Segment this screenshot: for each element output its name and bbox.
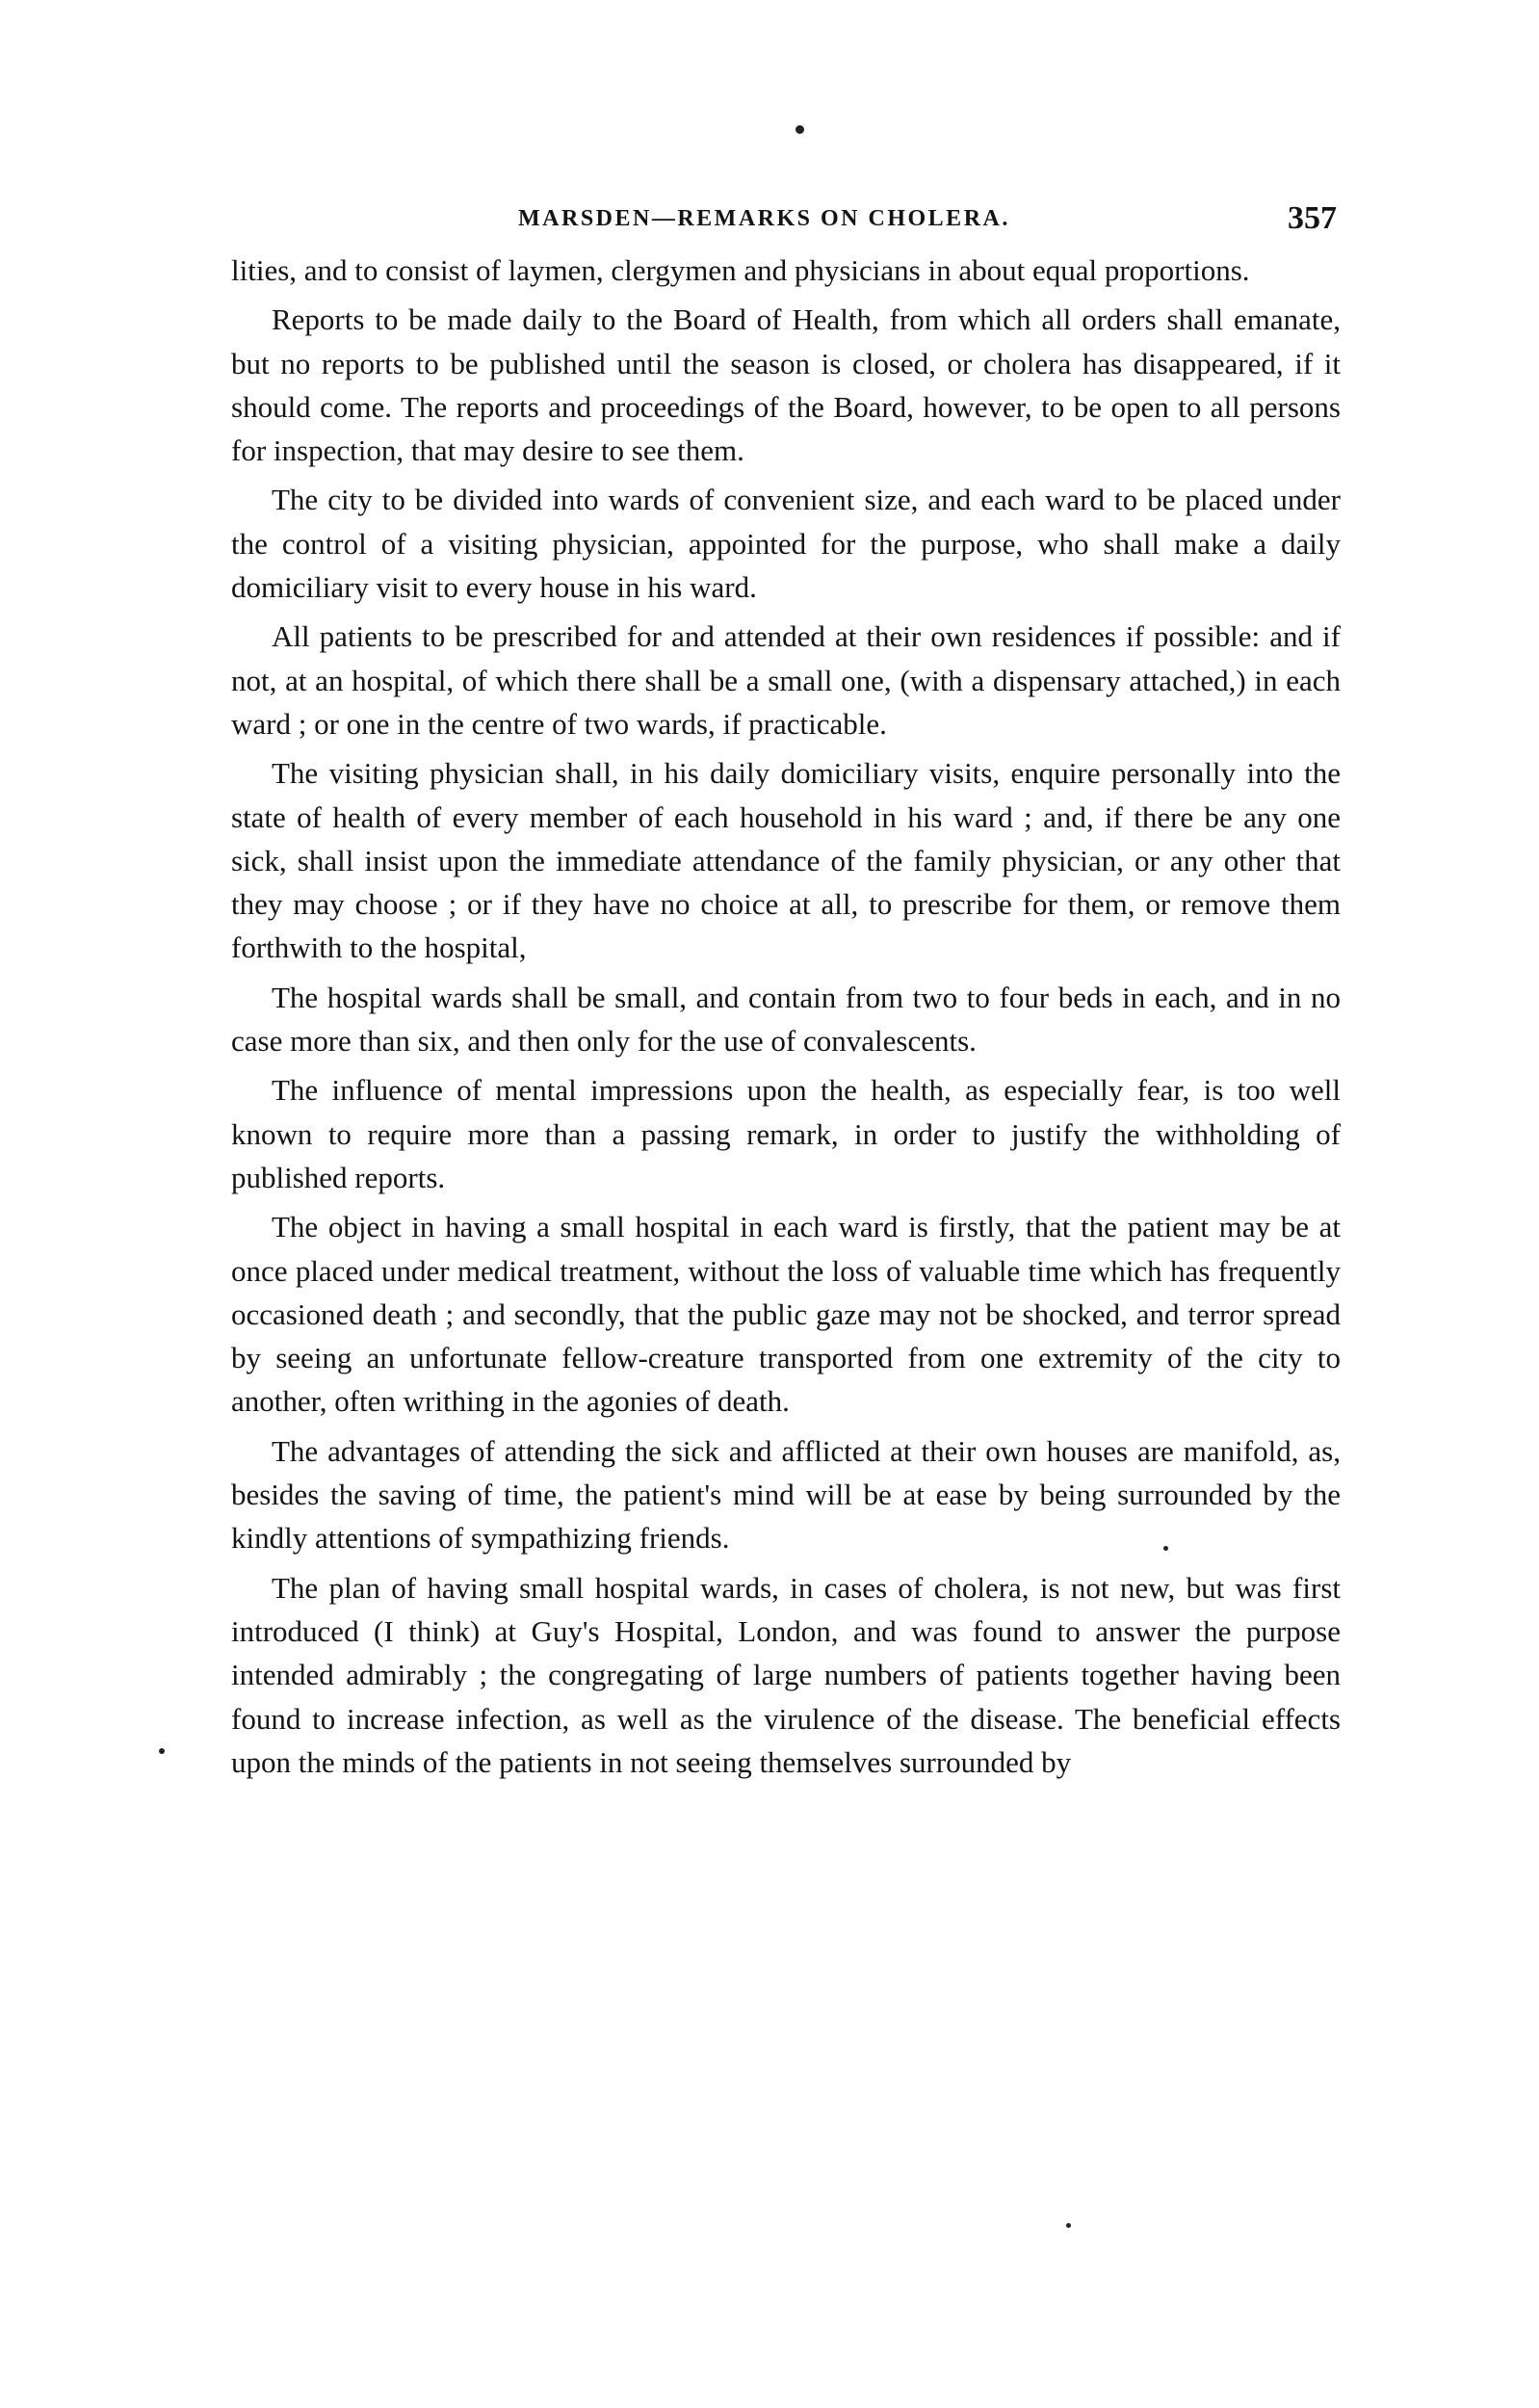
ink-speck <box>159 1748 165 1754</box>
ink-speck <box>796 125 804 134</box>
paragraph: The hospital wards shall be small, and contain from two to four beds in each, and in no case more than six, and then only for the use of convalescents. <box>231 980 1341 1059</box>
paragraph: The visiting physician shall, in his daily domiciliary visits, enquire personally into the state of health of every member of each household in his ward ; and, if there be any one sick, shall insist upon the immediate attendance of the family physician, or any other that they may choose ; or if they have no choice at all, to prescribe for them, or remove them forthwith to the hospital, <box>231 756 1341 965</box>
paragraph: The influence of mental impressions upon the health, as especially fear, is too well known to require more than a passing remark, in order to justify the withholding of published reports. <box>231 1073 1341 1194</box>
page-number: 357 <box>1288 200 1337 236</box>
page-header <box>231 200 1348 239</box>
paragraph: The city to be divided into wards of convenient size, and each ward to be placed under the control of a visiting physician, appointed for the purpose, who shall make a daily domiciliary visit to every house in his ward. <box>231 483 1341 605</box>
paragraph: The advantages of attending the sick and afflicted at their own houses are manifold, as, besides the saving of time, the patient's mind will be at ease by being surrounded by the kindly attentions of sympathizing friends. <box>231 1433 1341 1556</box>
paragraph: All patients to be prescribed for and attended at their own residences if possible: and if not, at an hospital, of which there shall be a small one, (with a dispensary attached,) in each ward ; or one in the centre of two wards, if practicable. <box>231 619 1341 741</box>
paragraph: Reports to be made daily to the Board of Health, from which all orders shall emanate, but no reports to be published until the season is closed, or cholera has disappeared, if it should come. The reports and proceedings of the Board, however, to be open to all persons for inspection, that may desire to see them. <box>231 302 1341 468</box>
paragraph: The plan of having small hospital wards, in cases of cholera, is not new, but was first introduced (I think) at Guy's Hospital, London, and was found to answer the purpose intended admirably ; the congregating of large numbers of patients together having been found to increase infection, as well as the virulence of the disease. The beneficial effects upon the minds of the patients in not seeing themselves surrounded by <box>231 1570 1341 1779</box>
body-text <box>231 249 1341 1790</box>
running-head: MARSDEN—REMARKS ON CHOLERA. <box>518 206 1010 231</box>
paragraph: lities, and to consist of laymen, clergymen and physicians in about equal proportions. <box>231 253 1250 287</box>
ink-speck <box>1066 2223 1071 2228</box>
paragraph: The object in having a small hospital in each ward is firstly, that the patient may be at once placed under medical treatment, without the loss of valuable time which has frequently occasioned death ; and secondly, that the public gaze may not be shocked, and terror spread by seeing an unfortunate fellow-creature transported from one extremity of the city to another, often writhing in the agonies of death. <box>231 1210 1341 1419</box>
